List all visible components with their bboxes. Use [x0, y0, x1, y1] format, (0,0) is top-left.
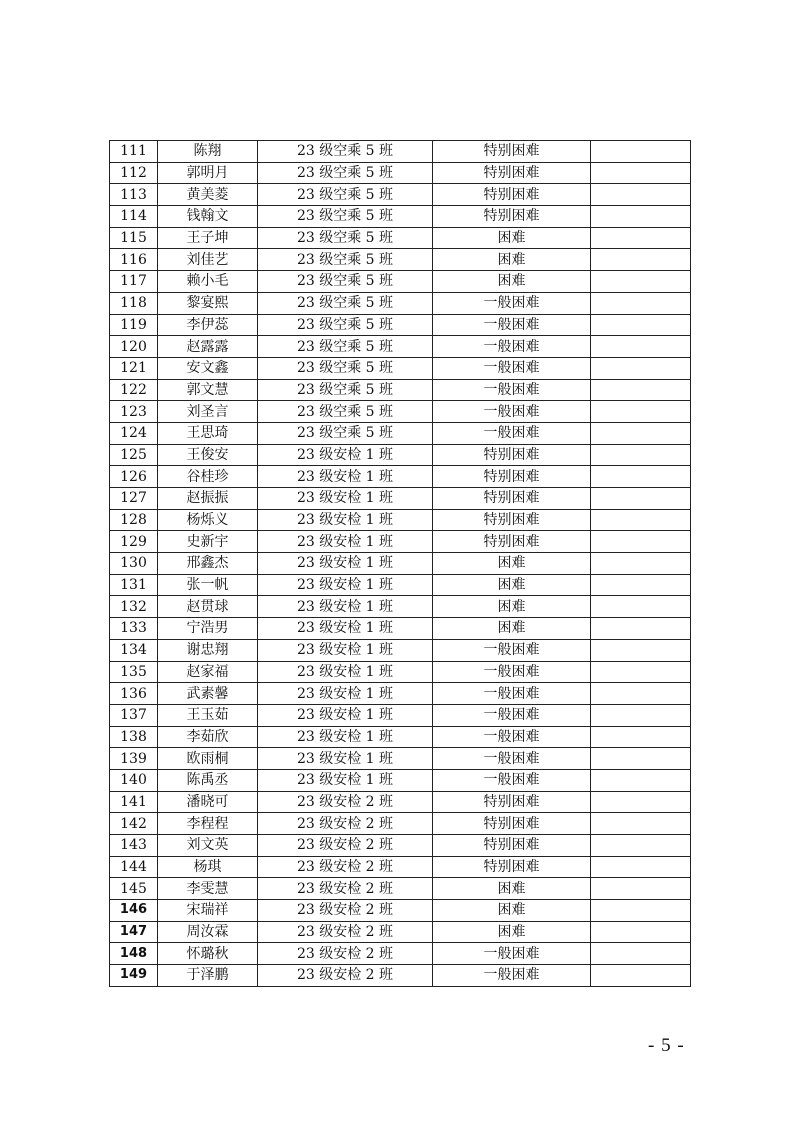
- student-name-cell: 邢鑫杰: [158, 553, 258, 575]
- hardship-level-cell: 一般困难: [433, 683, 591, 705]
- remark-cell: [591, 639, 691, 661]
- hardship-level-cell: 困难: [433, 574, 591, 596]
- row-number-cell: 144: [110, 856, 158, 878]
- row-number-cell: 132: [110, 596, 158, 618]
- hardship-level-cell: 困难: [433, 878, 591, 900]
- table-row: [110, 856, 691, 878]
- table-row: [110, 141, 691, 163]
- row-number-cell: 141: [110, 791, 158, 813]
- remark-cell: [591, 292, 691, 314]
- remark-cell: [591, 336, 691, 358]
- class-name-cell: 23 级空乘 5 班: [258, 271, 433, 293]
- table-row: [110, 769, 691, 791]
- hardship-level-cell: 困难: [433, 249, 591, 271]
- hardship-level-cell: 困难: [433, 553, 591, 575]
- class-name-cell: 23 级空乘 5 班: [258, 184, 433, 206]
- table-row: [110, 227, 691, 249]
- hardship-level-cell: 困难: [433, 227, 591, 249]
- student-name-cell: 赵振振: [158, 488, 258, 510]
- row-number-cell: 145: [110, 878, 158, 900]
- hardship-level-cell: 一般困难: [433, 965, 591, 987]
- student-name-cell: 李雯慧: [158, 878, 258, 900]
- row-number-cell: 114: [110, 206, 158, 228]
- class-name-cell: 23 级安检 2 班: [258, 791, 433, 813]
- student-name-cell: 王俊安: [158, 444, 258, 466]
- row-number-cell: 149: [110, 965, 158, 987]
- table-row: [110, 357, 691, 379]
- table-row: [110, 336, 691, 358]
- row-number-cell: 120: [110, 336, 158, 358]
- table-row: [110, 531, 691, 553]
- class-name-cell: 23 级空乘 5 班: [258, 206, 433, 228]
- table-row: [110, 878, 691, 900]
- student-name-cell: 赵贯球: [158, 596, 258, 618]
- student-name-cell: 陈禹丞: [158, 769, 258, 791]
- class-name-cell: 23 级安检 1 班: [258, 661, 433, 683]
- table-row: [110, 271, 691, 293]
- class-name-cell: 23 级空乘 5 班: [258, 357, 433, 379]
- class-name-cell: 23 级空乘 5 班: [258, 249, 433, 271]
- row-number-cell: 142: [110, 813, 158, 835]
- row-number-cell: 135: [110, 661, 158, 683]
- hardship-level-cell: 特别困难: [433, 488, 591, 510]
- class-name-cell: 23 级安检 2 班: [258, 943, 433, 965]
- student-aid-table: [109, 140, 691, 987]
- remark-cell: [591, 683, 691, 705]
- remark-cell: [591, 769, 691, 791]
- student-name-cell: 郭文慧: [158, 379, 258, 401]
- student-name-cell: 刘圣言: [158, 401, 258, 423]
- hardship-level-cell: 一般困难: [433, 314, 591, 336]
- class-name-cell: 23 级安检 1 班: [258, 683, 433, 705]
- remark-cell: [591, 422, 691, 444]
- student-name-cell: 黄美菱: [158, 184, 258, 206]
- row-number-cell: 126: [110, 466, 158, 488]
- table-row: [110, 184, 691, 206]
- remark-cell: [591, 943, 691, 965]
- student-name-cell: 李程程: [158, 813, 258, 835]
- row-number-cell: 112: [110, 162, 158, 184]
- class-name-cell: 23 级安检 1 班: [258, 704, 433, 726]
- row-number-cell: 121: [110, 357, 158, 379]
- class-name-cell: 23 级安检 2 班: [258, 900, 433, 922]
- remark-cell: [591, 227, 691, 249]
- remark-cell: [591, 357, 691, 379]
- student-name-cell: 周汝霖: [158, 921, 258, 943]
- student-name-cell: 郭明月: [158, 162, 258, 184]
- hardship-level-cell: 一般困难: [433, 748, 591, 770]
- remark-cell: [591, 444, 691, 466]
- row-number-cell: 134: [110, 639, 158, 661]
- student-name-cell: 王思琦: [158, 422, 258, 444]
- remark-cell: [591, 184, 691, 206]
- student-name-cell: 刘文英: [158, 835, 258, 857]
- table-row: [110, 553, 691, 575]
- remark-cell: [591, 379, 691, 401]
- row-number-cell: 139: [110, 748, 158, 770]
- class-name-cell: 23 级安检 2 班: [258, 835, 433, 857]
- hardship-level-cell: 特别困难: [433, 184, 591, 206]
- remark-cell: [591, 726, 691, 748]
- table-row: [110, 444, 691, 466]
- row-number-cell: 125: [110, 444, 158, 466]
- class-name-cell: 23 级安检 1 班: [258, 769, 433, 791]
- row-number-cell: 128: [110, 509, 158, 531]
- remark-cell: [591, 488, 691, 510]
- remark-cell: [591, 466, 691, 488]
- hardship-level-cell: 一般困难: [433, 336, 591, 358]
- table-row: [110, 835, 691, 857]
- student-name-cell: 潘晓可: [158, 791, 258, 813]
- student-name-cell: 赵露露: [158, 336, 258, 358]
- student-name-cell: 黎宴熙: [158, 292, 258, 314]
- row-number-cell: 130: [110, 553, 158, 575]
- class-name-cell: 23 级空乘 5 班: [258, 401, 433, 423]
- student-name-cell: 怀璐秋: [158, 943, 258, 965]
- student-name-cell: 王玉茹: [158, 704, 258, 726]
- class-name-cell: 23 级空乘 5 班: [258, 379, 433, 401]
- table-row: [110, 683, 691, 705]
- table-row: [110, 726, 691, 748]
- hardship-level-cell: 一般困难: [433, 292, 591, 314]
- row-number-cell: 117: [110, 271, 158, 293]
- row-number-cell: 115: [110, 227, 158, 249]
- remark-cell: [591, 531, 691, 553]
- hardship-level-cell: 一般困难: [433, 379, 591, 401]
- table-row: [110, 748, 691, 770]
- hardship-level-cell: 特别困难: [433, 509, 591, 531]
- hardship-level-cell: 特别困难: [433, 141, 591, 163]
- remark-cell: [591, 206, 691, 228]
- class-name-cell: 23 级安检 1 班: [258, 488, 433, 510]
- student-name-cell: 赖小毛: [158, 271, 258, 293]
- table-row: [110, 943, 691, 965]
- class-name-cell: 23 级空乘 5 班: [258, 227, 433, 249]
- row-number-cell: 131: [110, 574, 158, 596]
- hardship-level-cell: 困难: [433, 618, 591, 640]
- table-row: [110, 921, 691, 943]
- remark-cell: [591, 856, 691, 878]
- table-row: [110, 466, 691, 488]
- class-name-cell: 23 级空乘 5 班: [258, 336, 433, 358]
- table-row: [110, 574, 691, 596]
- class-name-cell: 23 级空乘 5 班: [258, 141, 433, 163]
- remark-cell: [591, 965, 691, 987]
- class-name-cell: 23 级安检 1 班: [258, 618, 433, 640]
- hardship-level-cell: 困难: [433, 921, 591, 943]
- remark-cell: [591, 553, 691, 575]
- hardship-level-cell: 特别困难: [433, 162, 591, 184]
- student-name-cell: 李茹欣: [158, 726, 258, 748]
- row-number-cell: 147: [110, 921, 158, 943]
- class-name-cell: 23 级安检 1 班: [258, 444, 433, 466]
- student-name-cell: 赵家福: [158, 661, 258, 683]
- table-body: [110, 141, 691, 987]
- class-name-cell: 23 级安检 1 班: [258, 466, 433, 488]
- remark-cell: [591, 618, 691, 640]
- hardship-level-cell: 特别困难: [433, 444, 591, 466]
- class-name-cell: 23 级安检 2 班: [258, 921, 433, 943]
- class-name-cell: 23 级安检 1 班: [258, 531, 433, 553]
- class-name-cell: 23 级安检 2 班: [258, 878, 433, 900]
- class-name-cell: 23 级安检 1 班: [258, 509, 433, 531]
- hardship-level-cell: 一般困难: [433, 726, 591, 748]
- row-number-cell: 138: [110, 726, 158, 748]
- remark-cell: [591, 314, 691, 336]
- hardship-level-cell: 特别困难: [433, 856, 591, 878]
- hardship-level-cell: 一般困难: [433, 661, 591, 683]
- student-name-cell: 宋瑞祥: [158, 900, 258, 922]
- remark-cell: [591, 271, 691, 293]
- class-name-cell: 23 级安检 1 班: [258, 748, 433, 770]
- hardship-level-cell: 一般困难: [433, 704, 591, 726]
- row-number-cell: 118: [110, 292, 158, 314]
- hardship-level-cell: 困难: [433, 596, 591, 618]
- table-row: [110, 813, 691, 835]
- class-name-cell: 23 级安检 2 班: [258, 965, 433, 987]
- row-number-cell: 137: [110, 704, 158, 726]
- student-name-cell: 欧雨桐: [158, 748, 258, 770]
- table-row: [110, 639, 691, 661]
- student-name-cell: 于泽鹏: [158, 965, 258, 987]
- remark-cell: [591, 162, 691, 184]
- student-name-cell: 陈翔: [158, 141, 258, 163]
- table-row: [110, 401, 691, 423]
- hardship-level-cell: 特别困难: [433, 813, 591, 835]
- remark-cell: [591, 574, 691, 596]
- remark-cell: [591, 509, 691, 531]
- row-number-cell: 122: [110, 379, 158, 401]
- hardship-level-cell: 特别困难: [433, 206, 591, 228]
- hardship-level-cell: 特别困难: [433, 466, 591, 488]
- student-name-cell: 钱翰文: [158, 206, 258, 228]
- class-name-cell: 23 级安检 2 班: [258, 856, 433, 878]
- class-name-cell: 23 级空乘 5 班: [258, 292, 433, 314]
- student-name-cell: 杨烁义: [158, 509, 258, 531]
- class-name-cell: 23 级空乘 5 班: [258, 162, 433, 184]
- hardship-level-cell: 困难: [433, 900, 591, 922]
- table-row: [110, 900, 691, 922]
- remark-cell: [591, 878, 691, 900]
- table-row: [110, 965, 691, 987]
- hardship-level-cell: 特别困难: [433, 791, 591, 813]
- row-number-cell: 123: [110, 401, 158, 423]
- student-name-cell: 武素馨: [158, 683, 258, 705]
- hardship-level-cell: 一般困难: [433, 769, 591, 791]
- table-row: [110, 379, 691, 401]
- table-row: [110, 661, 691, 683]
- student-name-cell: 王子坤: [158, 227, 258, 249]
- class-name-cell: 23 级空乘 5 班: [258, 422, 433, 444]
- remark-cell: [591, 401, 691, 423]
- remark-cell: [591, 813, 691, 835]
- student-name-cell: 谢忠翔: [158, 639, 258, 661]
- student-name-cell: 安文鑫: [158, 357, 258, 379]
- hardship-level-cell: 特别困难: [433, 531, 591, 553]
- remark-cell: [591, 791, 691, 813]
- student-name-cell: 史新宇: [158, 531, 258, 553]
- table-row: [110, 249, 691, 271]
- class-name-cell: 23 级空乘 5 班: [258, 314, 433, 336]
- row-number-cell: 140: [110, 769, 158, 791]
- student-name-cell: 刘佳艺: [158, 249, 258, 271]
- class-name-cell: 23 级安检 1 班: [258, 553, 433, 575]
- remark-cell: [591, 249, 691, 271]
- remark-cell: [591, 661, 691, 683]
- table-row: [110, 791, 691, 813]
- table-row: [110, 292, 691, 314]
- table-row: [110, 704, 691, 726]
- student-name-cell: 张一帆: [158, 574, 258, 596]
- row-number-cell: 146: [110, 900, 158, 922]
- row-number-cell: 111: [110, 141, 158, 163]
- student-name-cell: 杨琪: [158, 856, 258, 878]
- row-number-cell: 124: [110, 422, 158, 444]
- hardship-level-cell: 特别困难: [433, 835, 591, 857]
- student-name-cell: 谷桂珍: [158, 466, 258, 488]
- table-row: [110, 206, 691, 228]
- table-row: [110, 618, 691, 640]
- row-number-cell: 129: [110, 531, 158, 553]
- class-name-cell: 23 级安检 2 班: [258, 813, 433, 835]
- class-name-cell: 23 级安检 1 班: [258, 574, 433, 596]
- row-number-cell: 119: [110, 314, 158, 336]
- row-number-cell: 136: [110, 683, 158, 705]
- remark-cell: [591, 141, 691, 163]
- remark-cell: [591, 900, 691, 922]
- remark-cell: [591, 921, 691, 943]
- remark-cell: [591, 704, 691, 726]
- row-number-cell: 148: [110, 943, 158, 965]
- table-row: [110, 162, 691, 184]
- row-number-cell: 133: [110, 618, 158, 640]
- student-name-cell: 李伊蕊: [158, 314, 258, 336]
- remark-cell: [591, 835, 691, 857]
- table-row: [110, 509, 691, 531]
- class-name-cell: 23 级安检 1 班: [258, 596, 433, 618]
- table-row: [110, 596, 691, 618]
- row-number-cell: 143: [110, 835, 158, 857]
- row-number-cell: 113: [110, 184, 158, 206]
- hardship-level-cell: 一般困难: [433, 357, 591, 379]
- hardship-level-cell: 困难: [433, 271, 591, 293]
- row-number-cell: 116: [110, 249, 158, 271]
- row-number-cell: 127: [110, 488, 158, 510]
- class-name-cell: 23 级安检 1 班: [258, 639, 433, 661]
- class-name-cell: 23 级安检 1 班: [258, 726, 433, 748]
- table-row: [110, 488, 691, 510]
- hardship-level-cell: 一般困难: [433, 422, 591, 444]
- student-name-cell: 宁浩男: [158, 618, 258, 640]
- remark-cell: [591, 596, 691, 618]
- remark-cell: [591, 748, 691, 770]
- hardship-level-cell: 一般困难: [433, 401, 591, 423]
- hardship-level-cell: 一般困难: [433, 943, 591, 965]
- table-row: [110, 422, 691, 444]
- table-row: [110, 314, 691, 336]
- page-number: - 5 -: [648, 1035, 685, 1056]
- hardship-level-cell: 一般困难: [433, 639, 591, 661]
